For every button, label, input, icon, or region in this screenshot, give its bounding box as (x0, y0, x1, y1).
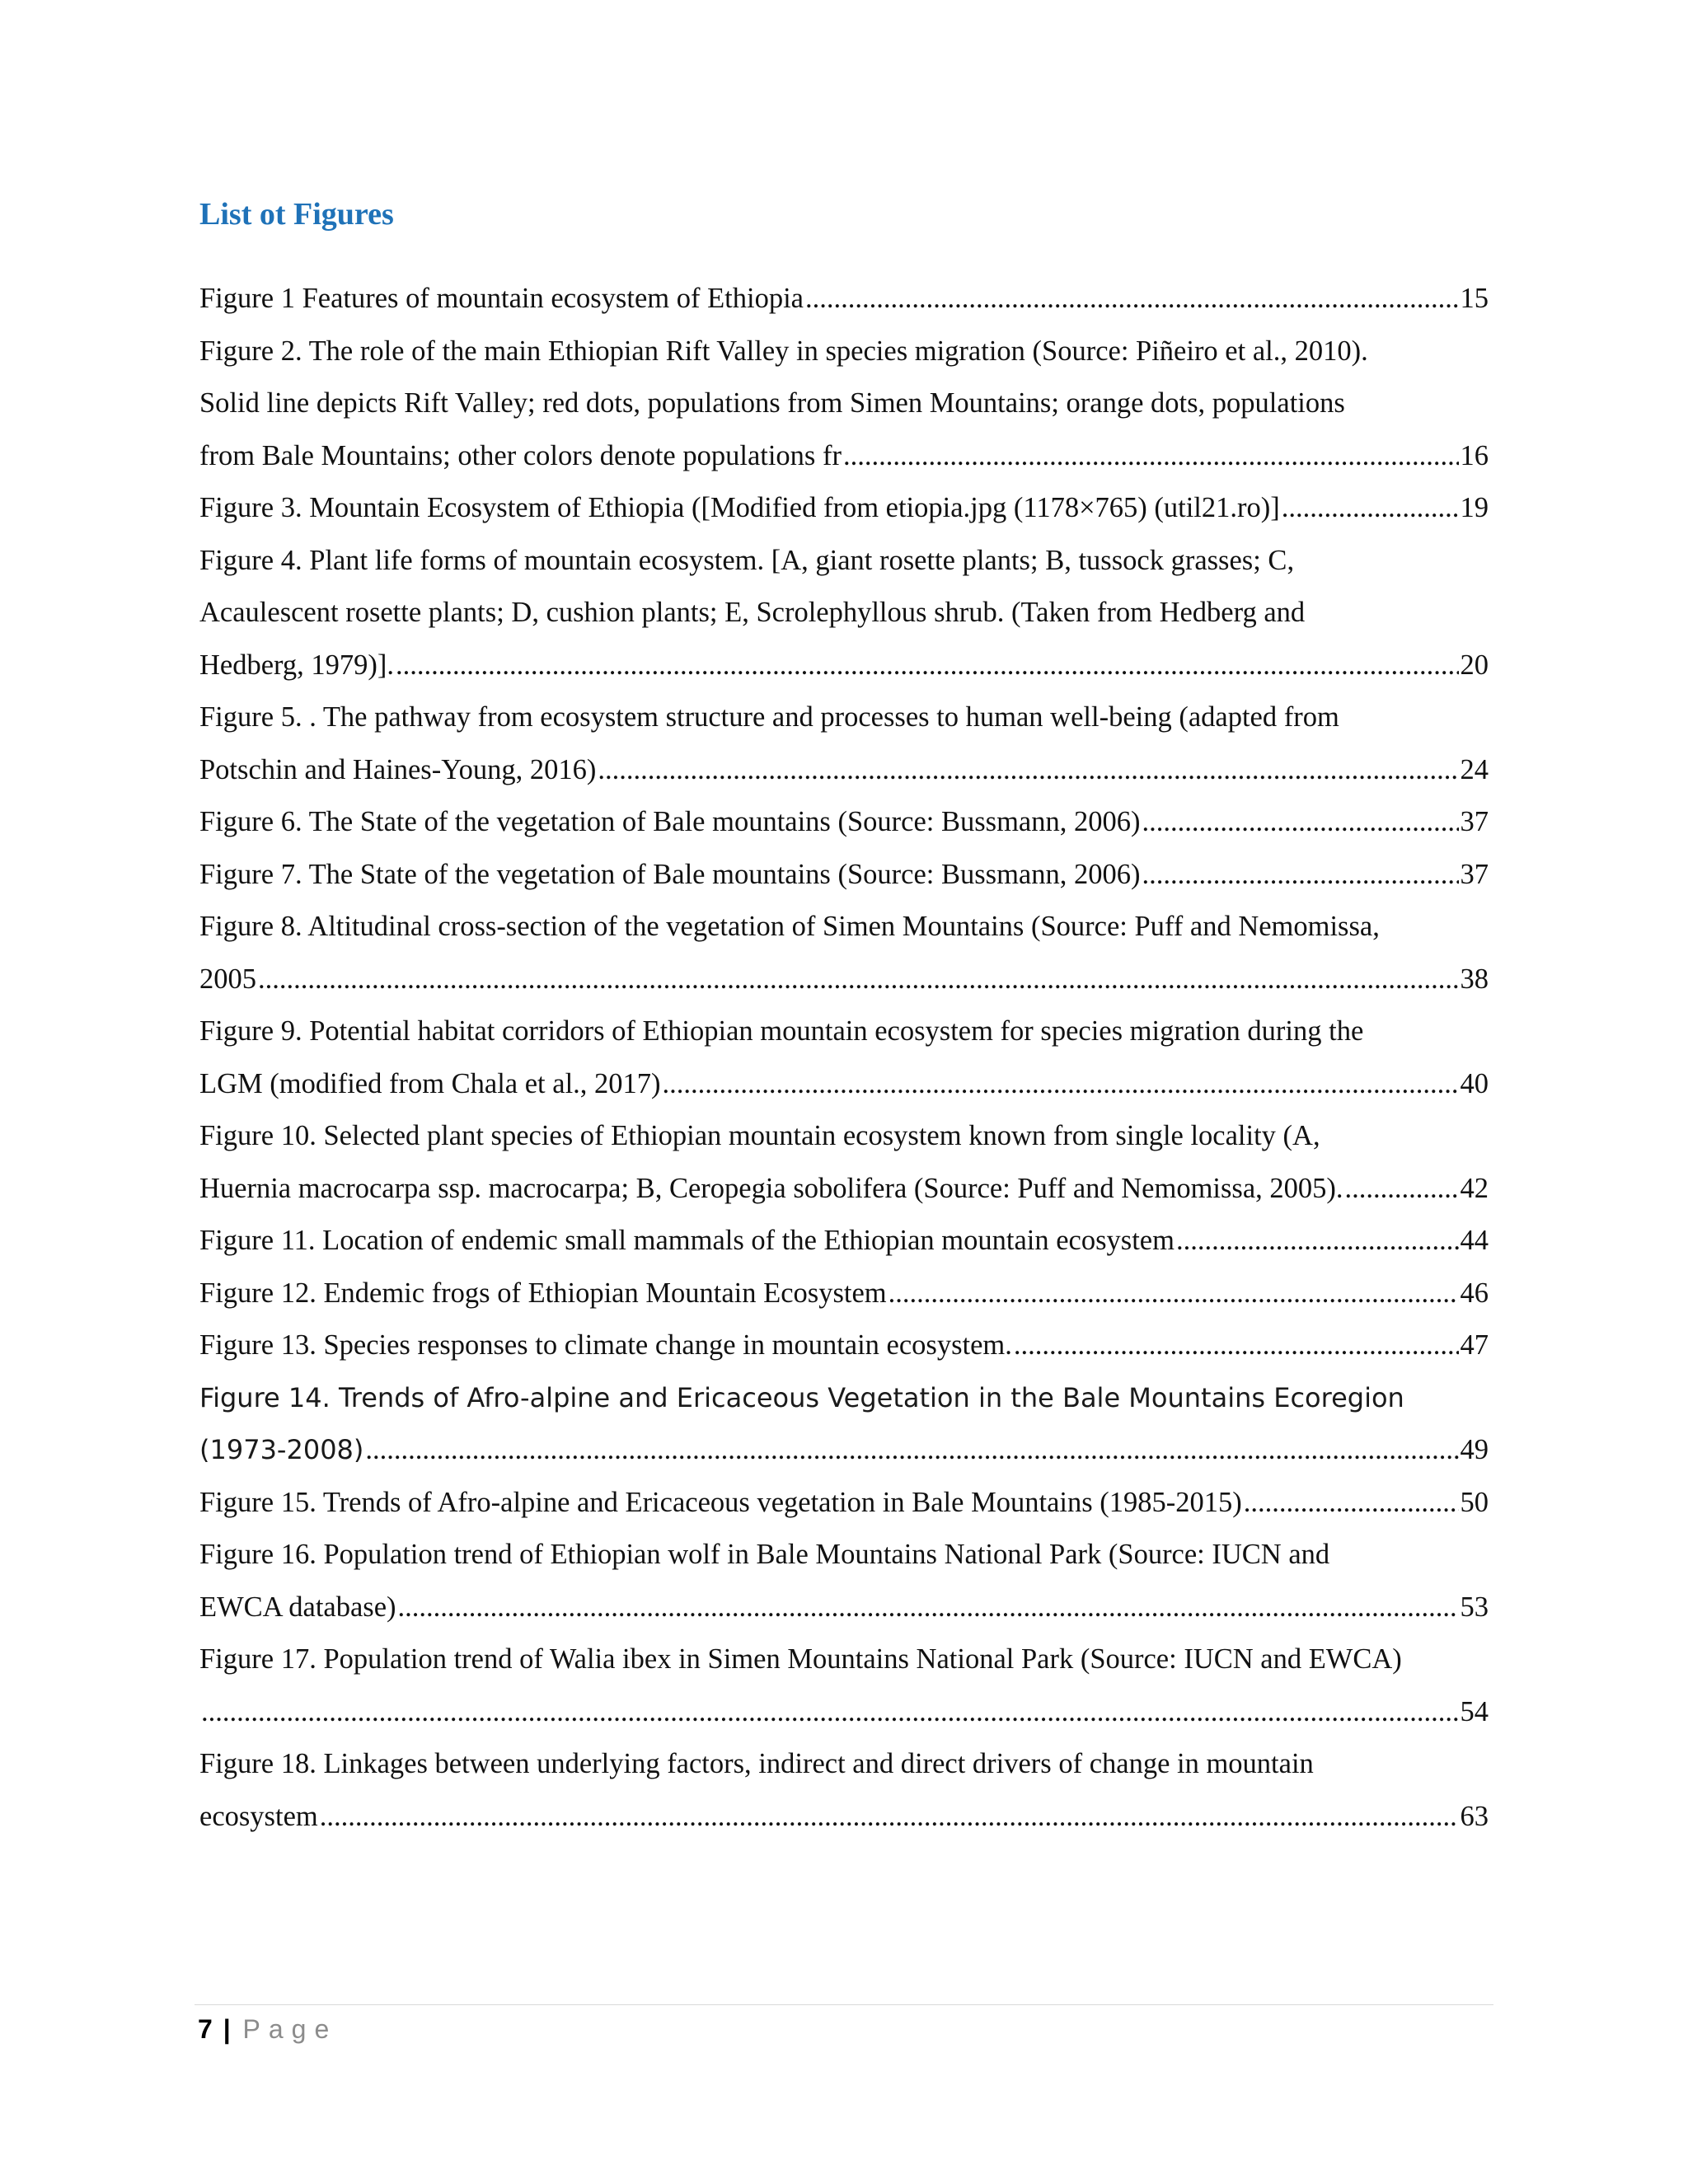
dot-leader (598, 744, 1458, 797)
figure-entry-line (199, 1424, 1489, 1477)
footer-page-number: 7 (198, 2014, 213, 2044)
figure-entry[interactable] (199, 1215, 1489, 1268)
figure-entry[interactable] (199, 1110, 1489, 1215)
figure-page-number: 49 (1460, 1434, 1489, 1465)
figure-entry-line (199, 1686, 1489, 1739)
figure-entry-line (199, 640, 1489, 692)
figure-entry-text: Figure 11. Location of endemic small mammals of the Ethiopian mountain ecosystem (199, 1225, 1175, 1256)
figure-page-number: 20 (1460, 649, 1489, 681)
dot-leader (258, 954, 1459, 1006)
figure-entry-line (199, 430, 1489, 483)
figure-entry-text: Figure 2. The role of the main Ethiopian Rift Valley in species migration (Source: Piñeiro et al., 2010). (199, 335, 1368, 367)
figure-page-number: 37 (1460, 806, 1489, 837)
figure-entry-text: Figure 14. Trends of Afro-alpine and Ericaceous Vegetation in the Bale Mountains Ecoregion (199, 1381, 1404, 1413)
figure-entry-line (199, 273, 1489, 326)
figure-entry-line (199, 587, 1489, 640)
figure-entry-text: Figure 1 Features of mountain ecosystem of Ethiopia (199, 283, 804, 314)
figure-entry-line (199, 1268, 1489, 1320)
figure-entry-text: Figure 18. Linkages between underlying factors, indirect and direct drivers of change in mountain (199, 1748, 1314, 1779)
dot-leader (1176, 1215, 1459, 1268)
figure-entry[interactable] (199, 1477, 1489, 1530)
page-footer (198, 2011, 337, 2047)
figure-entry-text: Figure 12. Endemic frogs of Ethiopian Mountain Ecosystem (199, 1277, 887, 1309)
dot-leader (1142, 849, 1458, 902)
figure-entry-text: ecosystem (199, 1800, 318, 1832)
figure-entry-line (199, 796, 1489, 849)
footer-separator: | (223, 2014, 231, 2044)
figure-entry-line (199, 1163, 1489, 1216)
figure-entry[interactable] (199, 1005, 1489, 1110)
figure-entry[interactable] (199, 796, 1489, 849)
dot-leader (1142, 796, 1458, 849)
figure-entry-line (199, 1477, 1489, 1530)
dot-leader (663, 1058, 1459, 1111)
footer-divider (195, 2004, 1493, 2005)
figure-entry-text: (1973-2008) (199, 1434, 364, 1465)
figure-page-number: 46 (1460, 1277, 1489, 1309)
figure-entry-line (199, 1319, 1489, 1372)
figure-page-number: 47 (1460, 1329, 1489, 1361)
figure-entry[interactable] (199, 1529, 1489, 1633)
dot-leader (396, 640, 1458, 692)
figure-entry-line (199, 1058, 1489, 1111)
figure-entry-text: Figure 7. The State of the vegetation of Bale mountains (Source: Bussmann, 2006) (199, 858, 1141, 890)
figure-entry-text: 2005 (199, 963, 256, 995)
figure-entry-line (199, 1738, 1489, 1791)
figure-entry-line (199, 691, 1489, 744)
dot-leader (1244, 1477, 1459, 1530)
figure-page-number: 37 (1460, 858, 1489, 890)
figure-entry-text: Figure 3. Mountain Ecosystem of Ethiopia ([Modified from etiopia.jpg (1178×765) (util21.ro)] (199, 492, 1280, 523)
dot-leader (805, 273, 1459, 326)
figure-entry-text: Figure 15. Trends of Afro-alpine and Ericaceous vegetation in Bale Mountains (1985-2015) (199, 1486, 1242, 1518)
dot-leader (843, 430, 1459, 483)
figure-entry-text: Figure 13. Species responses to climate change in mountain ecosystem. (199, 1329, 1012, 1361)
figure-entry-text: Figure 6. The State of the vegetation of Bale mountains (Source: Bussmann, 2006) (199, 806, 1141, 837)
figure-page-number: 40 (1460, 1067, 1489, 1099)
figure-entry[interactable] (199, 1633, 1489, 1738)
figure-entry-line (199, 482, 1489, 535)
figure-entry-line (199, 1005, 1489, 1058)
figure-entry[interactable] (199, 326, 1489, 483)
figure-entry-line (199, 954, 1489, 1006)
figure-entry-text: Figure 10. Selected plant species of Ethiopian mountain ecosystem known from single locality (A, (199, 1120, 1320, 1151)
figure-entry[interactable] (199, 849, 1489, 902)
figure-entry-text: LGM (modified from Chala et al., 2017) (199, 1067, 661, 1099)
dot-leader (1345, 1163, 1459, 1216)
figure-entry[interactable] (199, 1319, 1489, 1372)
figure-entry[interactable] (199, 482, 1489, 535)
figure-entry-line (199, 1582, 1489, 1634)
figure-entry-text: Hedberg, 1979)]. (199, 649, 395, 681)
dot-leader (365, 1424, 1458, 1477)
figure-page-number: 15 (1460, 283, 1489, 314)
figure-entry-line (199, 744, 1489, 797)
figure-page-number: 63 (1460, 1800, 1489, 1832)
figure-entry-line (199, 1791, 1489, 1844)
figure-entry-text: EWCA database) (199, 1591, 396, 1623)
figure-entry-line (199, 1529, 1489, 1582)
dot-leader (398, 1582, 1459, 1634)
figure-entry[interactable] (199, 691, 1489, 796)
list-of-figures (199, 273, 1489, 1843)
figure-entry[interactable] (199, 273, 1489, 326)
figure-entry-text: Figure 8. Altitudinal cross-section of the vegetation of Simen Mountains (Source: Puff and Nemomissa, (199, 911, 1380, 942)
figure-entry-text: Figure 4. Plant life forms of mountain ecosystem. [A, giant rosette plants; B, tussock grasses; C, (199, 544, 1295, 576)
dot-leader (889, 1268, 1459, 1320)
figure-page-number: 42 (1460, 1172, 1489, 1204)
dot-leader (1282, 482, 1459, 535)
figure-entry[interactable] (199, 1372, 1489, 1477)
figure-entry-line (199, 1110, 1489, 1163)
footer-page-label: Page (242, 2014, 338, 2044)
figure-entry-text: Potschin and Haines-Young, 2016) (199, 753, 597, 785)
figure-entry-text: Solid line depicts Rift Valley; red dots, populations from Simen Mountains; orange dots, populations (199, 387, 1345, 419)
figure-entry-text: Figure 17. Population trend of Walia ibex in Simen Mountains National Park (Source: IUCN and EWCA) (199, 1643, 1402, 1675)
figure-page-number: 24 (1460, 753, 1489, 785)
figure-entry-text: Figure 9. Potential habitat corridors of Ethiopian mountain ecosystem for species migration during the (199, 1015, 1364, 1047)
figure-entry-text: Figure 16. Population trend of Ethiopian wolf in Bale Mountains National Park (Source: IUCN and (199, 1539, 1330, 1570)
figure-entry-line (199, 535, 1489, 588)
figure-entry-line (199, 849, 1489, 902)
figure-page-number: 16 (1460, 439, 1489, 471)
figure-entry-text: Figure 5. . The pathway from ecosystem structure and processes to human well-being (adapted from (199, 701, 1339, 733)
figure-page-number: 53 (1460, 1591, 1489, 1623)
figure-page-number: 44 (1460, 1225, 1489, 1256)
figure-entry-line (199, 901, 1489, 954)
dot-leader (201, 1686, 1459, 1739)
figure-entry[interactable] (199, 1268, 1489, 1320)
figure-entry-line (199, 377, 1489, 430)
figure-page-number: 50 (1460, 1486, 1489, 1518)
figure-entry-line (199, 1215, 1489, 1268)
figure-entry[interactable] (199, 1738, 1489, 1843)
figure-entry-text: Huernia macrocarpa ssp. macrocarpa; B, Ceropegia sobolifera (Source: Puff and Nemomissa, 2005). (199, 1172, 1343, 1204)
figure-page-number: 38 (1460, 963, 1489, 995)
figure-entry-line (199, 1372, 1489, 1425)
page-heading: List ot Figures (199, 197, 394, 232)
figure-entry-text: from Bale Mountains; other colors denote populations fr (199, 439, 842, 471)
dot-leader (1014, 1319, 1459, 1372)
figure-page-number: 54 (1460, 1695, 1489, 1727)
figure-entry-line (199, 326, 1489, 378)
figure-entry-text: Acaulescent rosette plants; D, cushion plants; E, Scrolephyllous shrub. (Taken from Hedberg and (199, 597, 1306, 628)
dot-leader (320, 1791, 1459, 1844)
figure-entry-line (199, 1633, 1489, 1686)
figure-entry[interactable] (199, 535, 1489, 692)
figure-page-number: 19 (1460, 492, 1489, 523)
figure-entry[interactable] (199, 901, 1489, 1005)
